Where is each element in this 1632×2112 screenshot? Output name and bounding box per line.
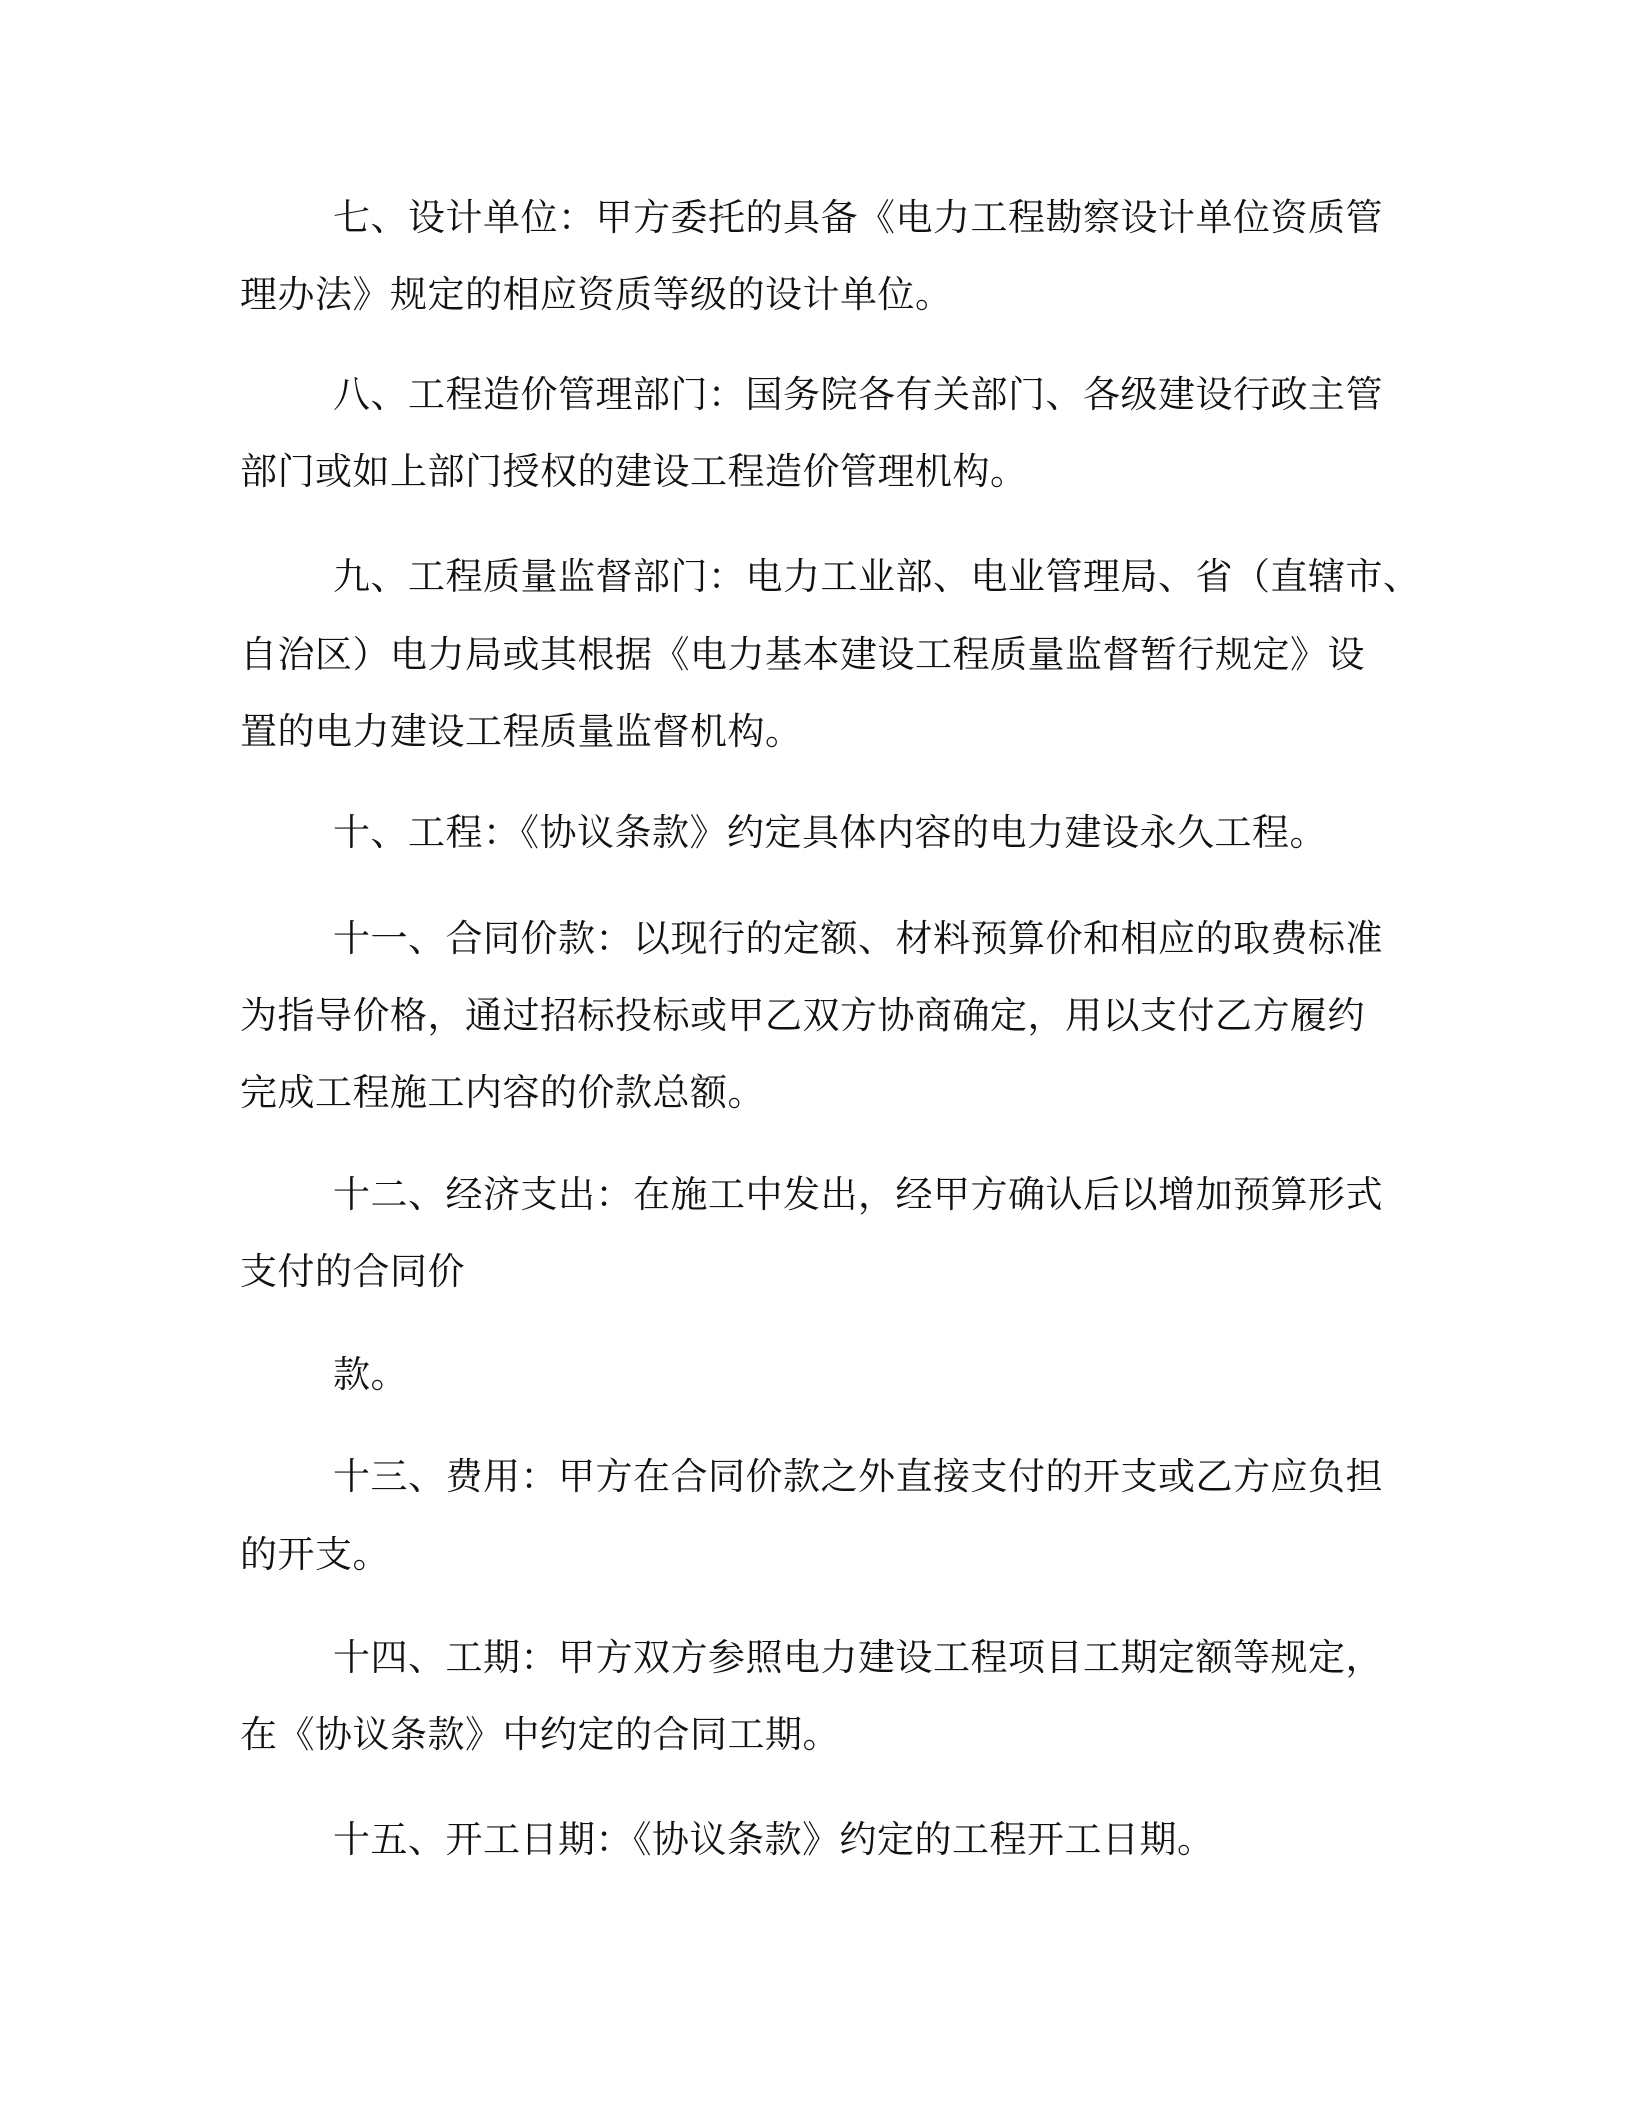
item-9-line-2: 自治区）电力局或其根据《电力基本建设工程质量监督暂行规定》设 [240,633,1365,676]
item-13-line-1: 十三、费用：甲方在合同价款之外直接支付的开支或乙方应负担 [333,1455,1383,1498]
item-7-line-2: 理办法》规定的相应资质等级的设计单位。 [240,273,953,316]
item-8-line-1: 八、工程造价管理部门：国务院各有关部门、各级建设行政主管 [333,373,1383,416]
item-11-line-1: 十一、合同价款：以现行的定额、材料预算价和相应的取费标准 [333,917,1383,960]
item-7-line-1: 七、设计单位：甲方委托的具备《电力工程勘察设计单位资质管 [333,196,1383,239]
item-14-line-2: 在《协议条款》中约定的合同工期。 [240,1713,840,1756]
item-15-line-1: 十五、开工日期：《协议条款》约定的工程开工日期。 [333,1818,1215,1861]
item-11-line-2: 为指导价格，通过招标投标或甲乙双方协商确定，用以支付乙方履约 [240,994,1365,1037]
item-12-line-2: 支付的合同价 [240,1250,465,1293]
item-14-line-1: 十四、工期：甲方双方参照电力建设工程项目工期定额等规定， [333,1636,1383,1679]
item-8-line-2: 部门或如上部门授权的建设工程造价管理机构。 [240,450,1028,493]
item-9-line-1: 九、工程质量监督部门：电力工业部、电业管理局、省（直辖市、 [333,555,1421,598]
item-12-line-1: 十二、经济支出：在施工中发出，经甲方确认后以增加预算形式 [333,1173,1383,1216]
item-10-line-1: 十、工程：《协议条款》约定具体内容的电力建设永久工程。 [333,811,1327,854]
item-12-line-3: 款。 [333,1353,408,1396]
item-13-line-2: 的开支。 [240,1533,390,1576]
item-9-line-3: 置的电力建设工程质量监督机构。 [240,710,803,753]
item-11-line-3: 完成工程施工内容的价款总额。 [240,1071,765,1114]
